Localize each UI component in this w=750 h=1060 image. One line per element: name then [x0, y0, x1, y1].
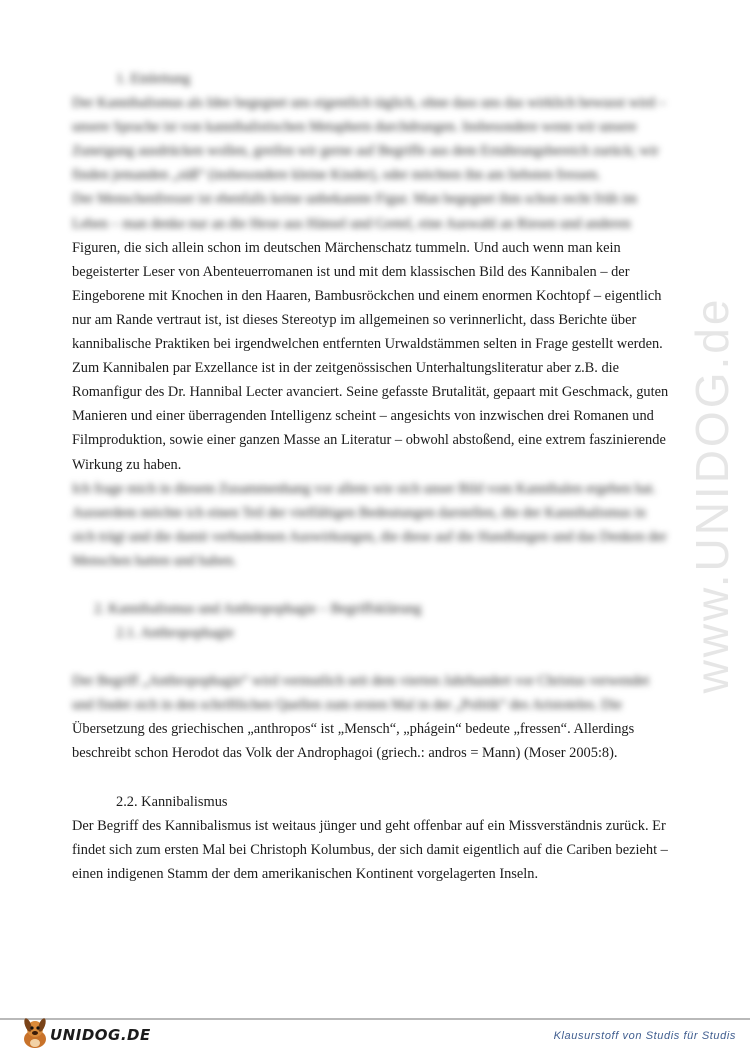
paragraph-anthropophagy: Übersetzung des griechischen „anthropos“ ist „Mensch“, „phágein“ bedeute „fressen“. Allerdings beschreibt schon Herodot das Volk der Androphagoi (griech.: andros = Mann) (Moser 2005:8).: [72, 721, 635, 762]
section-2-heading: 2. Kannibalismus und Anthropophagie – Begriffsklärung: [94, 600, 422, 617]
section-1-heading: 1. Einleitung: [116, 71, 191, 87]
footer-tagline: Klausurstoff von Studis für Studis: [553, 1030, 736, 1042]
paragraph-research-question-blurred: Ich frage mich in diesem Zusammenhang vor allem wie sich unser Bild vom Kannibalen ergeben hat. Ausserdem möchte ich einen Teil der vielfältigen Bedeutungen darstellen, die der Kannibalismus in sich trägt und die damit verbundenen Auswirkungen, die diese auf die Handlungen und das Denken der Menschen hatten und haben.: [72, 480, 667, 569]
document-body: [72, 67, 672, 886]
paragraph-cannibal-figure-blurred: Der Menschenfresser ist ebenfalls keine unbekannte Figur. Man begegnet ihm schon recht früh im Leben – man denke nur an die Hexe aus Hänsel und Gretel, eine Auswahl an Riesen und anderen: [72, 191, 638, 232]
paragraph-intro-blurred: Der Kannibalismus als Idee begegnet uns eigentlich täglich, ohne dass uns das wirklich bewusst wird – unsere Sprache ist von kannibalistischen Metaphern durchdrungen. Insbesondere wenn wir unsere Zuneigung ausdrücken wollen, greifen wir gerne auf Begriffe aus dem Ernährungsbereich zurück; wir finden jemanden „süß“ (insbesondere kleine Kinder), oder möchten ihn am liebsten fressen.: [72, 95, 666, 184]
paragraph-anthropophagy-blurred: Der Begriff „Anthropophagie“ wird vermutlich seit dem vierten Jahrhundert vor Christus verwendet und findet sich in den schriftlichen Quellen zum ersten Mal in der „Politik“ des Aristoteles. Die: [72, 673, 650, 714]
paragraph-cannibal-figure: Figuren, die sich allein schon im deutschen Märchenschatz tummeln. Und auch wenn man kein begeisterter Leser von Abenteuerromanen ist und mit dem klassischen Bild des Kannibalen – der Eingeborene mit Knochen in den Haaren, Bambusröckchen und einem enormen Kochtopf – eigentlich nur am Rande vertraut ist, ist dieses Stereotyp im allgemeinen so verinnerlicht, dass Berichte über kannibalische Praktiken bei irgendwelchen entfernten Urwaldstämmen selten in Frage gestellt werden. Zum Kannibalen par Exzellance ist in der zeitgenössischen Unterhaltungsliteratur aber z.B. die Romanfigur des Dr. Hannibal Lecter avanciert. Seine gefasste Brutalität, gepaart mit Geschmack, guten Manieren und einer überragenden Intelligenz scheint – angesichts von inzwischen drei Romanen und Filmproduktion, sowie einer ganzen Masse an Literatur – obwohl abstoßend, eine extrem faszinierende Wirkung zu haben.: [72, 239, 669, 473]
logo-text: UNIDOG.DE: [50, 1026, 151, 1044]
dog-mascot-icon: [20, 1012, 54, 1052]
section-2-1-heading: 2.1. Anthropophagie: [116, 625, 234, 642]
watermark: [682, 245, 742, 745]
paragraph-cannibalism: Der Begriff des Kannibalismus ist weitaus jünger und geht offenbar auf ein Missverständnis zurück. Er findet sich zum ersten Mal bei Christoph Kolumbus, der sich damit eigentlich auf die Cariben bezieht – einen indigenen Stamm der dem amerikanischen Kontinent vorgelagerten Inseln.: [72, 817, 668, 882]
watermark-text: www.UNIDOG.de: [686, 296, 738, 694]
unidog-logo[interactable]: [20, 1012, 160, 1052]
section-2-2-heading: 2.2. Kannibalismus: [116, 793, 228, 810]
